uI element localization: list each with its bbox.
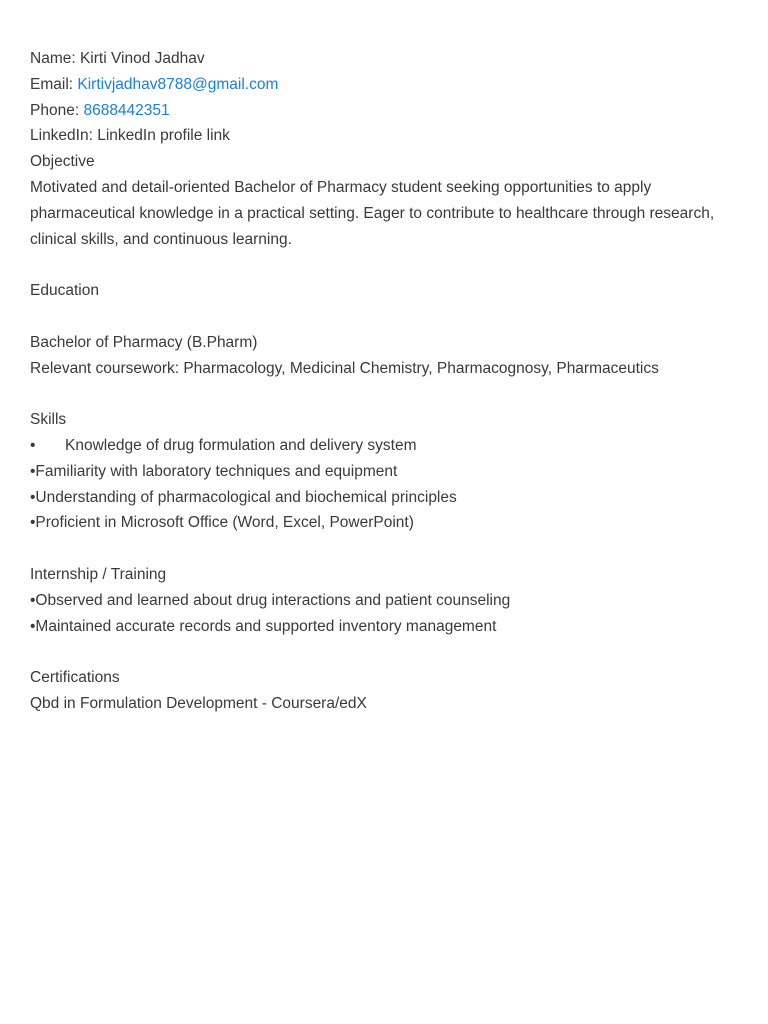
internship-item: •Maintained accurate records and supported inventory management <box>30 617 497 635</box>
phone-line <box>30 98 738 124</box>
education-coursework: Relevant coursework: Pharmacology, Medicinal Chemistry, Pharmacognosy, Pharmaceutics <box>30 359 659 377</box>
skills-item-text: Knowledge of drug formulation and delivery system <box>65 436 417 454</box>
email-line <box>30 72 738 98</box>
name-line <box>30 46 738 72</box>
email-label: Email: <box>30 75 74 93</box>
certifications-heading: Certifications <box>30 669 120 687</box>
spacer <box>30 536 738 562</box>
email-link[interactable]: Kirtivjadhav8788@gmail.com <box>77 75 279 93</box>
certification-item: Qbd in Formulation Development - Coursera/edX <box>30 694 367 712</box>
bullet-icon: • <box>30 436 36 454</box>
skills-item: •Proficient in Microsoft Office (Word, Excel, PowerPoint) <box>30 514 414 532</box>
name-label: Name: <box>30 50 76 67</box>
linkedin-line <box>30 123 738 149</box>
objective-text: Motivated and detail-oriented Bachelor of Pharmacy student seeking opportunities to apply pharmaceutical knowledge in a practical setting. Eager to contribute to healthcare through research, clinical skills, and continuous learning. <box>30 178 715 248</box>
phone-label: Phone: <box>30 101 80 119</box>
phone-link[interactable]: 8688442351 <box>83 101 170 119</box>
education-degree: Bachelor of Pharmacy (B.Pharm) <box>30 333 258 351</box>
spacer <box>30 304 738 330</box>
skills-item: •Familiarity with laboratory techniques and equipment <box>30 462 398 480</box>
spacer <box>30 381 738 407</box>
skills-heading: Skills <box>30 411 67 429</box>
linkedin-value: LinkedIn profile link <box>97 127 230 145</box>
linkedin-label: LinkedIn: <box>30 127 93 145</box>
skills-item <box>30 433 738 459</box>
spacer <box>30 639 738 665</box>
education-heading: Education <box>30 282 99 300</box>
spacer <box>30 252 738 278</box>
internship-item: •Observed and learned about drug interactions and patient counseling <box>30 591 511 609</box>
skills-item: •Understanding of pharmacological and biochemical principles <box>30 488 457 506</box>
objective-heading: Objective <box>30 153 95 171</box>
internship-heading: Internship / Training <box>30 565 167 583</box>
name-value: Kirti Vinod Jadhav <box>79 50 205 67</box>
